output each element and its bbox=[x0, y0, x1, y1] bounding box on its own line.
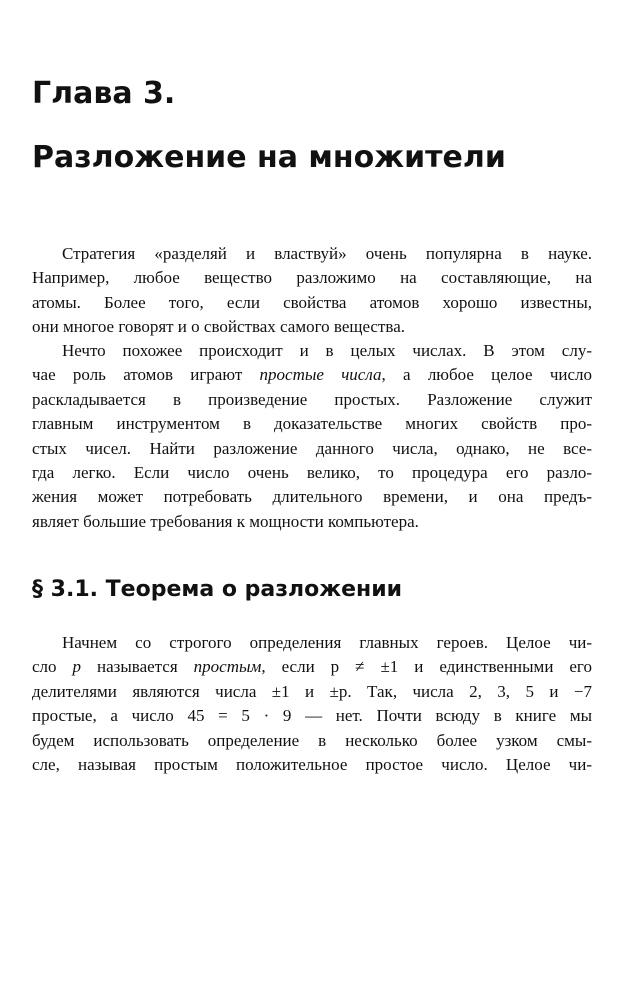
paragraph-3-text: сло bbox=[32, 657, 73, 677]
paragraph-1-line: атомы. Более того, если свойства атомов хорошо известны, bbox=[32, 292, 592, 312]
emphasis-prime-numbers: простые числа bbox=[259, 365, 382, 385]
paragraph-2-line: раскладывается в произведение простых. Разложение служит bbox=[32, 389, 592, 409]
chapter-title: Разложение на множители bbox=[32, 140, 506, 175]
paragraph-3-line: будем использовать определение в несколько более узком смы- bbox=[32, 730, 592, 750]
paragraph-2-line: жения может потребовать длительного времени, и она предъ- bbox=[32, 487, 592, 507]
chapter-label: Глава 3. bbox=[32, 76, 176, 111]
section-heading: § 3.1. Теорема о разложении bbox=[32, 577, 403, 602]
paragraph-2-line: стых чисел. Найти разложение данного числа, однако, не все- bbox=[32, 438, 592, 458]
paragraph-1-line: Стратегия «разделяй и властвуй» очень популярна в науке. bbox=[62, 244, 592, 263]
paragraph-3-line: сле, называя простым положительное простое число. Целое чи- bbox=[32, 754, 592, 774]
paragraph-3-line bbox=[32, 655, 592, 679]
paragraph-3-text: , если p ≠ ±1 и единственными его bbox=[261, 657, 592, 677]
paragraph-2-line: являет большие требования к мощности компьютера. bbox=[32, 511, 419, 531]
paragraph-2 bbox=[32, 339, 592, 534]
paragraph-3-text: называется bbox=[81, 657, 194, 677]
math-variable-p: p bbox=[72, 657, 82, 677]
paragraph-3 bbox=[32, 631, 592, 777]
paragraph-2-line bbox=[32, 363, 592, 387]
paragraph-1-line: Например, любое вещество разложимо на составляющие, на bbox=[32, 268, 592, 288]
paragraph-3-line: простые, а число 45 = 5 · 9 — нет. Почти всюду в книге мы bbox=[32, 706, 592, 726]
paragraph-3-line: делителями являются числа ±1 и ±p. Так, числа 2, 3, 5 и −7 bbox=[32, 681, 592, 701]
emphasis-prime: простым bbox=[193, 657, 262, 677]
paragraph-2-line: главным инструментом в доказательстве многих свойств про- bbox=[32, 414, 592, 434]
paragraph-1 bbox=[32, 242, 592, 340]
paragraph-2-text: чае роль атомов играют bbox=[32, 365, 260, 385]
paragraph-3-line: Начнем со строгого определения главных героев. Целое чи- bbox=[62, 633, 592, 652]
paragraph-2-text: , а любое целое число bbox=[381, 365, 593, 385]
paragraph-2-line: гда легко. Если число очень велико, то процедура его разло- bbox=[32, 462, 592, 482]
paragraph-2-line: Нечто похожее происходит и в целых числах. В этом слу- bbox=[62, 341, 592, 360]
paragraph-1-line: они многое говорят и о свойствах самого вещества. bbox=[32, 317, 405, 337]
